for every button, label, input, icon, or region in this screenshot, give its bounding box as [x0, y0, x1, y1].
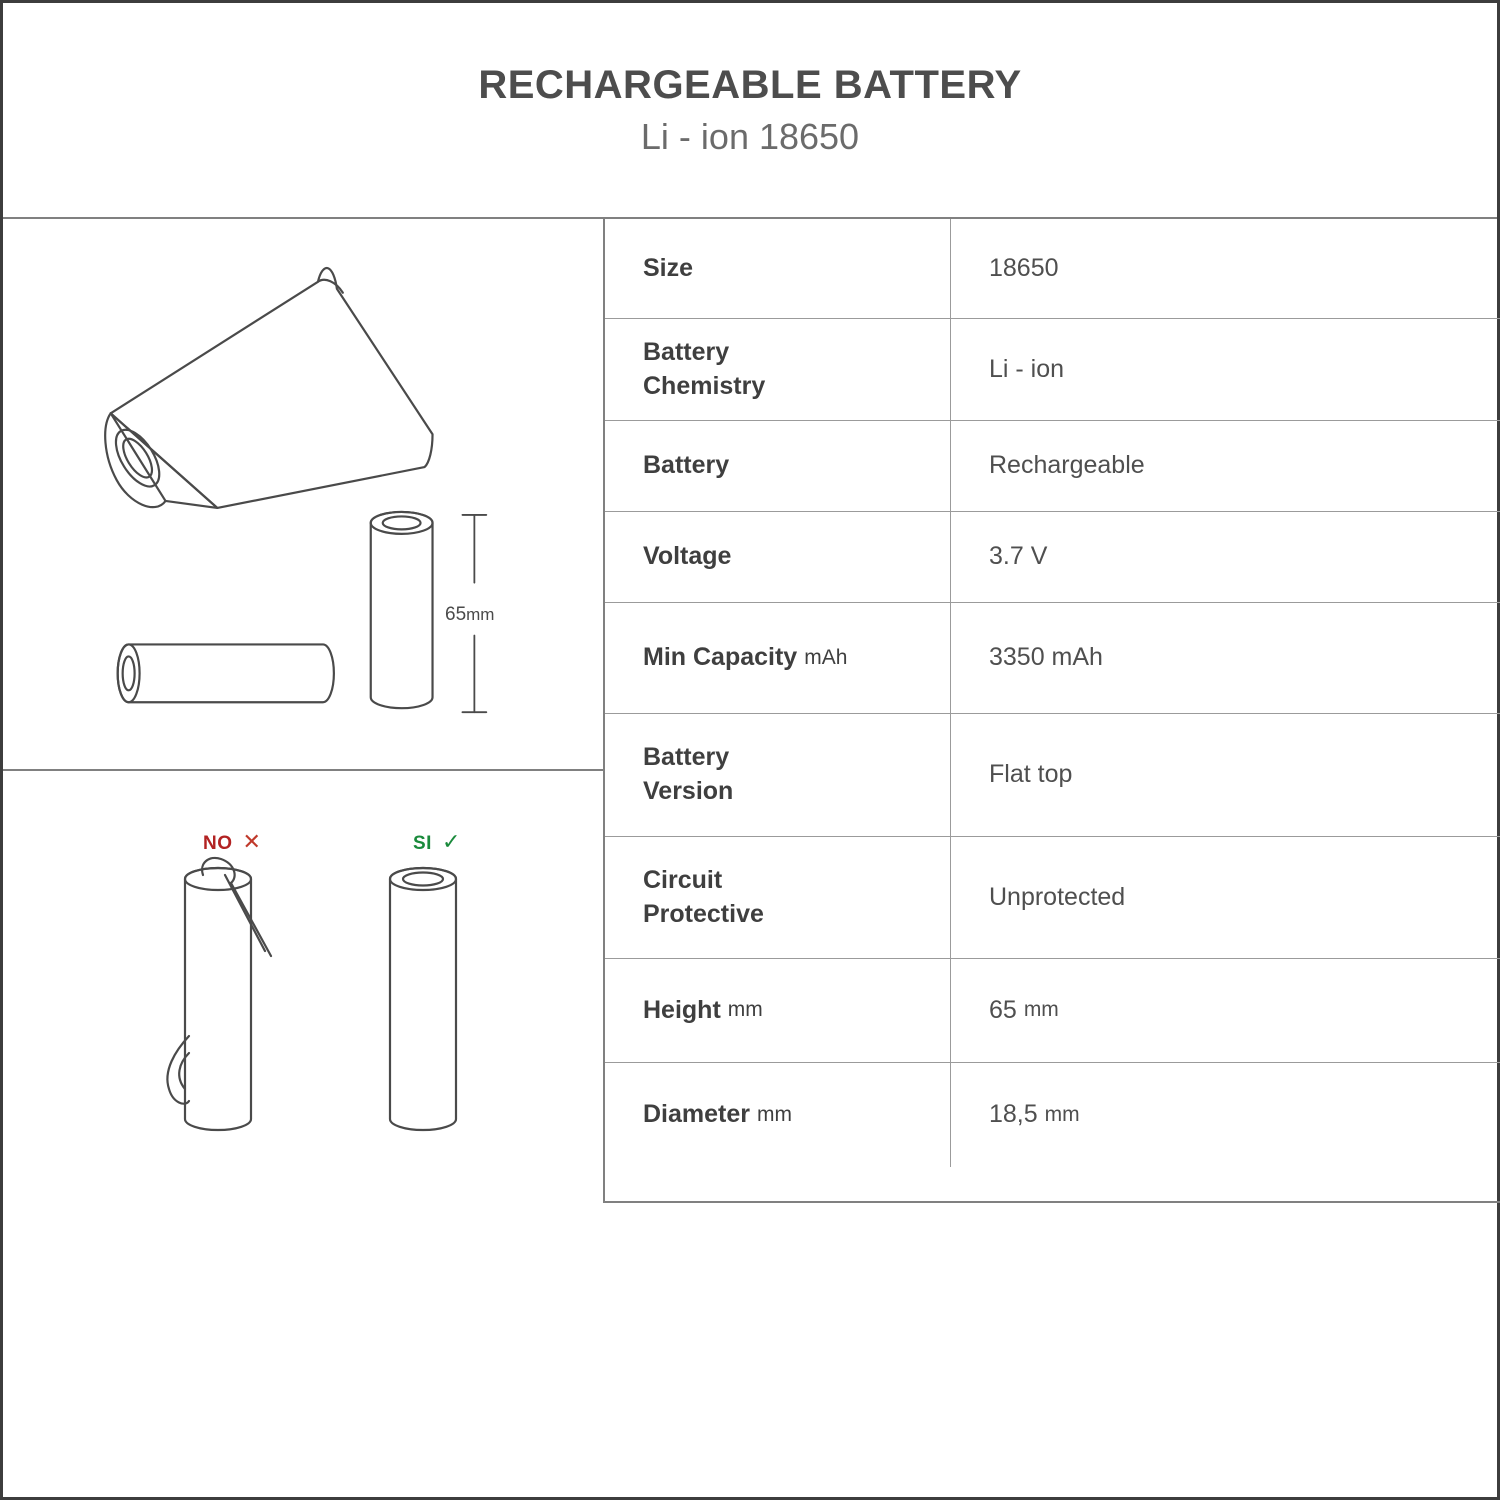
- spec-value: Unprotected: [989, 882, 1126, 911]
- page-title: RECHARGEABLE BATTERY: [478, 62, 1022, 107]
- spec-value: Flat top: [989, 760, 1073, 789]
- spec-value: 3.7 V: [989, 542, 1048, 571]
- table-row: [605, 959, 1500, 1063]
- page-subtitle: Li - ion 18650: [640, 115, 860, 157]
- cross-icon: ✕: [242, 829, 262, 854]
- spec-key: Size: [605, 219, 951, 318]
- spec-value: 18,5 mm: [989, 1100, 1080, 1129]
- usage-comparison-panel: [3, 771, 603, 1203]
- spec-value: Li - ion: [989, 354, 1065, 383]
- battery-views-panel: [3, 219, 603, 771]
- spec-value: Rechargeable: [989, 451, 1145, 480]
- table-row: [605, 714, 1500, 837]
- si-label: SI ✓: [413, 829, 461, 854]
- specifications-table: [605, 219, 1500, 1203]
- spec-key: Height mm: [605, 959, 951, 1062]
- table-row: [605, 603, 1500, 714]
- illustration-column: [3, 219, 605, 1203]
- usage-comparison-drawing: [3, 771, 603, 1203]
- table-row: [605, 1063, 1500, 1167]
- battery-side-view-icon: [118, 644, 334, 702]
- spec-key: Min Capacity mAh: [605, 603, 951, 713]
- battery-upright-view-icon: [371, 512, 433, 708]
- spec-value: 18650: [989, 253, 1059, 282]
- spec-key: Battery: [605, 421, 951, 511]
- spec-key: Circuit Protective: [605, 837, 951, 958]
- spec-key: Voltage: [605, 512, 951, 602]
- footer-blank-area: [3, 1203, 1497, 1500]
- check-icon: ✓: [441, 829, 461, 854]
- battery-isometric-icon: [105, 268, 432, 508]
- spec-key: Battery Chemistry: [605, 319, 951, 420]
- spec-value: 3350 mAh: [989, 643, 1103, 672]
- table-row: [605, 837, 1500, 959]
- table-row: [605, 319, 1500, 421]
- battery-views-drawing: [3, 219, 603, 769]
- height-dimension-label: 65mm: [445, 604, 495, 625]
- spec-key: Battery Version: [605, 714, 951, 836]
- table-row: [605, 219, 1500, 319]
- header: [3, 3, 1497, 219]
- table-row: [605, 421, 1500, 512]
- battery-plain-icon: [390, 868, 456, 1130]
- table-row: [605, 512, 1500, 603]
- spec-key: Diameter mm: [605, 1063, 951, 1167]
- no-label: NO ✕: [203, 829, 262, 854]
- battery-with-tabs-icon: [167, 858, 271, 1130]
- spec-value: 65 mm: [989, 995, 1059, 1024]
